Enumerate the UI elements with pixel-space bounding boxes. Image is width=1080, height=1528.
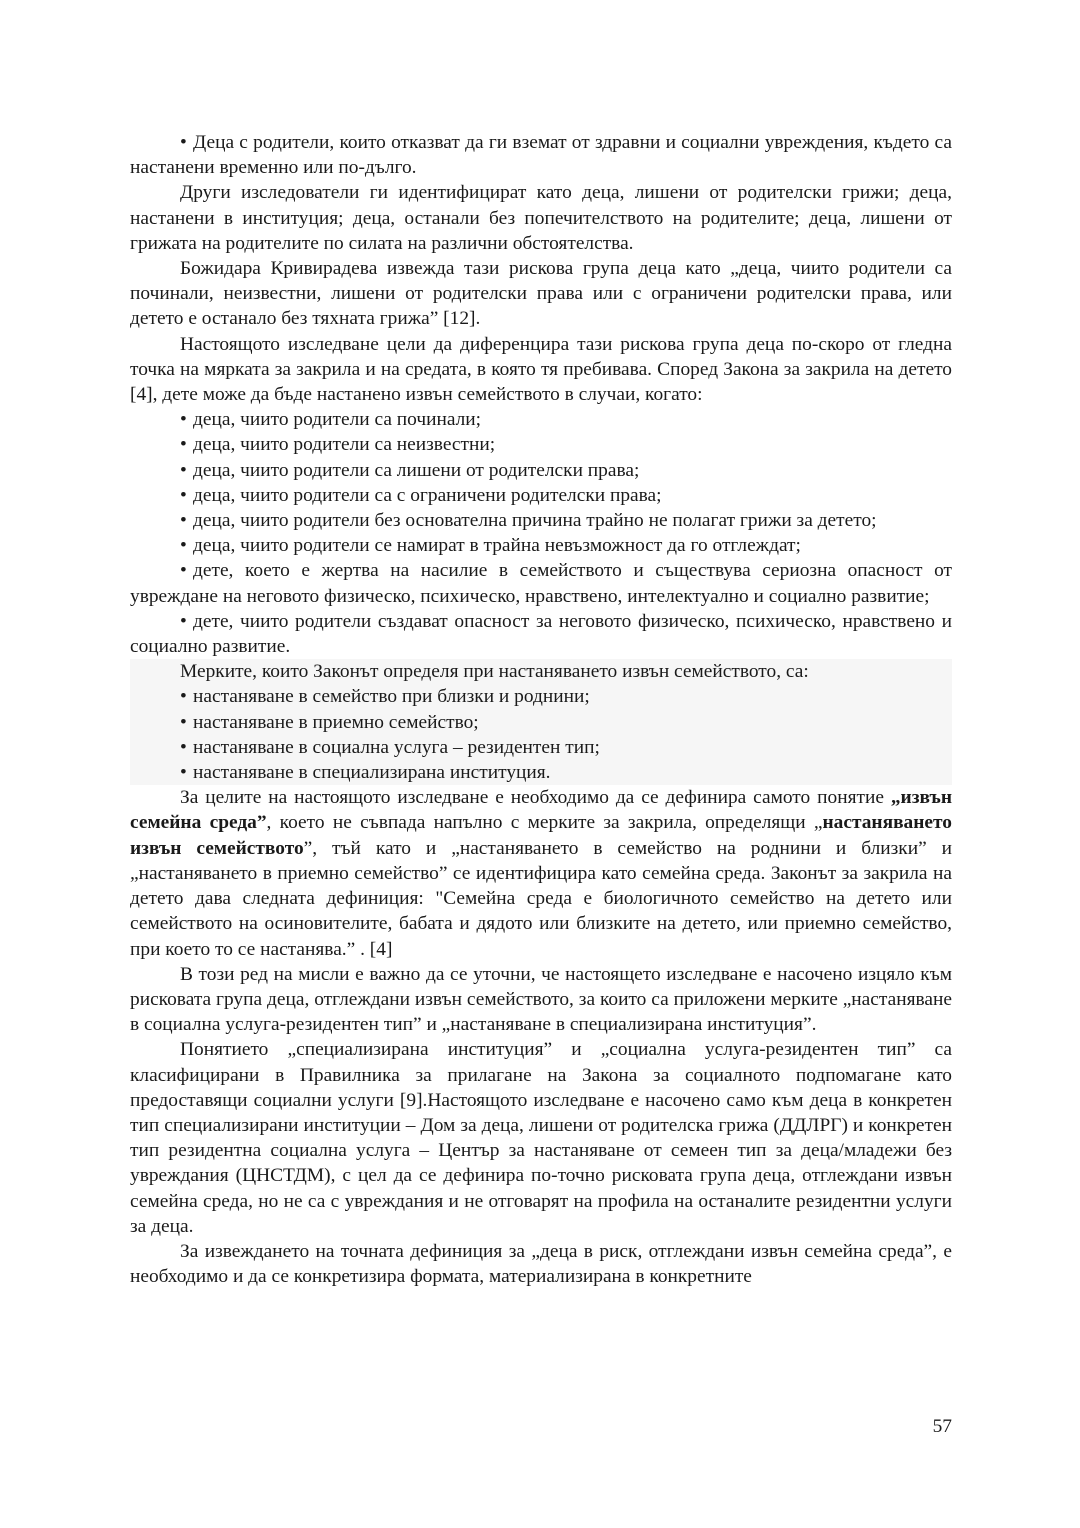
list-item	[130, 483, 952, 508]
paragraph-definition	[130, 785, 952, 961]
list-item	[130, 458, 952, 483]
paragraph-concept: Понятието „специализирана институция” и „социална услуга-резидентен тип” са класифицирани в Правилника за прилагане на Закона за социалното подпомагане като предоставящи социални услуги [9].Настоящото изследване е насочено само към деца в конкретен тип специализирани институции – Дом за деца, лишени от родителска грижа (ДДЛРГ) и конкретен тип резидентна социална услуга – Център за настаняване от семеен тип за деца/младежи без увреждания (ЦНСТДМ), с цел да се дефинира по-точно рисковата група деца, отглеждани извън семейна среда, но не са с увреждания и не отговарят на профила на останалите резидентни услуги за деца.	[130, 1039, 952, 1237]
list-item-text: деца, чиито родители са починали;	[193, 409, 482, 431]
list-item-text: настаняване в социална услуга – резидентен тип;	[193, 736, 600, 758]
intro-bullet-text: Деца с родители, които отказват да ги вземат от здравни и социални увреждения, където са настанени временно или по-дълго.	[130, 132, 952, 179]
list-item-text: настаняване в специализирана институция.	[193, 762, 551, 784]
bullet-icon: •	[180, 434, 187, 456]
bullet-icon: •	[180, 686, 187, 708]
intro-bullet-item	[130, 130, 952, 180]
list-item-text: деца, чиито родители се намират в трайна невъзможност да го отглеждат;	[193, 535, 801, 557]
paragraph-final: За извеждането на точната дефиниция за „деца в риск, отглеждани извън семейна среда”, е необходимо и да се конкретизира формата, материализирана в конкретните	[130, 1240, 952, 1288]
definition-text: ”, тъй като и „настаняването в семейство на роднини и близки” и „настаняването в приемно семейство” се идентифицира като семейна среда. Законът за закрила на детето дава следната дефиниция: "Семейна среда е биологичното семейство на детето или семейството на осиновителите, бабата и дядото или близките на детето, или приемно семейство, при което то се настанява.” . [4]	[130, 837, 952, 960]
list-item	[130, 558, 952, 608]
list-item-text: деца, чиито родители са лишени от родителски права;	[193, 459, 640, 481]
page-number: 57	[932, 1416, 952, 1437]
list-item	[130, 609, 952, 659]
list-item	[130, 710, 952, 735]
list-item-text: деца, чиито родители без основателна причина трайно не полагат грижи за детето;	[193, 510, 877, 532]
list-item-text: настаняване в приемно семейство;	[193, 711, 479, 733]
paragraph-in-this-line: В този ред на мисли е важно да се уточни, че настоящето изследване е насочено изцяло към рисковата група деца, отглеждани извън семейството, за които са приложени мерките „настаняване в социална услуга-резидентен тип” и „настаняване в специализирана институция”.	[130, 963, 952, 1036]
bullet-icon: •	[180, 510, 187, 532]
bullet-icon: •	[180, 535, 187, 557]
list-item	[130, 508, 952, 533]
bullet-icon: •	[180, 409, 187, 431]
bullet-icon: •	[180, 762, 187, 784]
bullet-icon: •	[180, 711, 187, 733]
list-item-text: деца, чиито родители са с ограничени родителски права;	[193, 484, 662, 506]
bullet-icon: •	[180, 484, 187, 506]
paragraph-this-study: Настоящото изследване цели да диференцира тази рискова група деца по-скоро от гледна точка на мярката за закрила и на средата, в която тя пребивава. Според Закона за закрила на детето [4], дете може да бъде настанено извън семейството в случаи, когато:	[130, 333, 952, 406]
list-item-text: деца, чиито родители са неизвестни;	[193, 434, 496, 456]
bullet-icon: •	[180, 132, 187, 153]
measures-block	[130, 659, 952, 785]
placement-cases-list	[130, 407, 952, 659]
term-out-of-family-environment: „извън семейна среда”	[130, 787, 952, 834]
list-item	[130, 684, 952, 709]
list-item	[130, 533, 952, 558]
definition-text: За целите на настоящото изследване е необходимо да се дефинира самото понятие	[180, 787, 891, 809]
list-item-text: настаняване в семейство при близки и роднини;	[193, 686, 590, 708]
measures-intro: Мерките, които Законът определя при настаняването извън семейството, са:	[180, 661, 809, 683]
definition-text: , което не съвпада напълно с мерките за закрила, определящи „	[266, 812, 823, 834]
list-item	[130, 432, 952, 457]
bullet-icon: •	[180, 610, 187, 632]
list-item	[130, 760, 952, 785]
document-body	[130, 130, 952, 1289]
list-item-text: дете, чиито родители създават опасност за неговото физическо, психическо, нравствено и социално развитие.	[130, 610, 952, 658]
bullet-icon: •	[180, 459, 187, 481]
list-item-text: дете, което е жертва на насилие в семейството и съществува сериозна опасност от увреждане на неговото физическо, психическо, нравствено, интелектуално и социално развитие;	[130, 560, 952, 607]
bullet-icon: •	[180, 560, 187, 582]
bullet-icon: •	[180, 736, 187, 758]
term-placement-outside-family: настаняването извън семейството	[130, 812, 952, 859]
list-item	[130, 735, 952, 760]
paragraph-other-researchers: Други изследователи ги идентифицират като деца, лишени от родителски грижи; деца, настанени в институция; деца, останали без попечителството на родителите; деца, лишени от грижата на родителите по силата на различни обстоятелства.	[130, 182, 952, 254]
list-item	[130, 407, 952, 432]
paragraph-krivradeva: Божидара Кривирадева извежда тази рискова група деца като „деца, чиито родители са починали, неизвестни, лишени от родителски права или с ограничени родителски права, или детето е останало без тяхната грижа” [12].	[130, 258, 952, 330]
